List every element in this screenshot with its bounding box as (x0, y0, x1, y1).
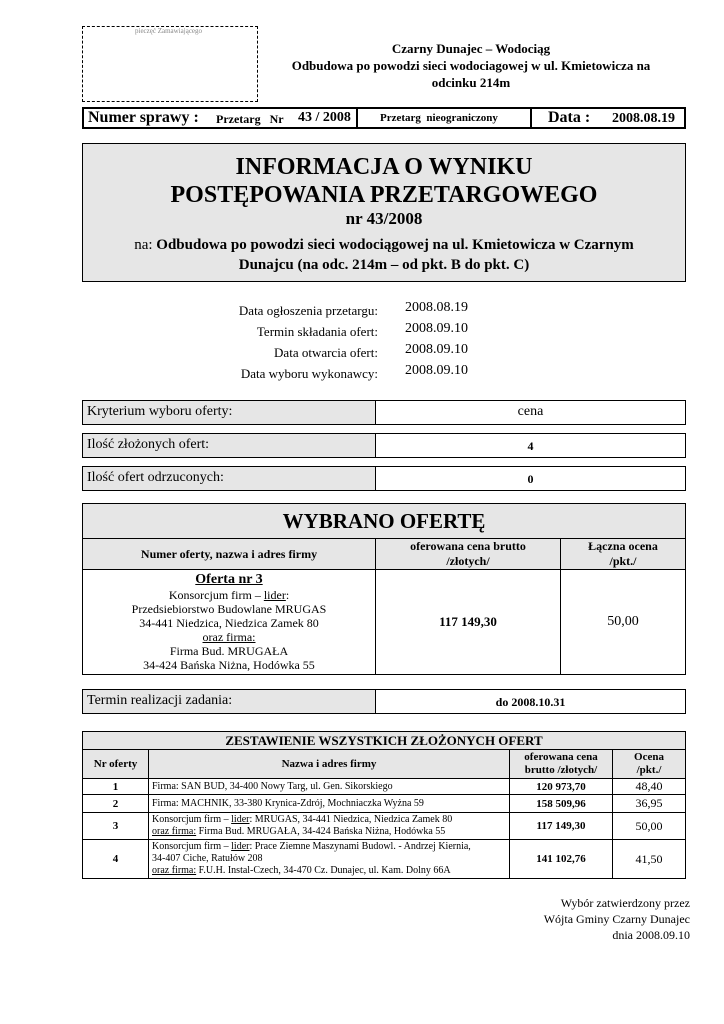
case-date: 2008.08.19 (612, 111, 675, 126)
text: : MRUGAS, 34-441 Niedzica, Niedzica Zamek 80 (249, 814, 453, 825)
case-przetarg: Przetarg Nr (216, 112, 284, 126)
title-line-2: POSTĘPOWANIA PRZETARGOWEGO (170, 182, 598, 208)
summary-col-price-1: oferowana cena (524, 751, 598, 763)
stamp-box (82, 26, 258, 102)
deadline-label: Termin realizacji zadania: (87, 693, 233, 708)
header-line-2: Odbudowa po powodzi sieci wodociagowej w ul. Kmietowicza na (291, 58, 651, 73)
row-score: 36,95 (613, 795, 686, 813)
table-row (83, 840, 686, 879)
criteria-row (82, 400, 686, 425)
selected-col-score (561, 539, 686, 570)
selected-col-price-1: oferowana cena brutto (410, 539, 526, 553)
row-score: 50,00 (613, 813, 686, 840)
title-na: na: (134, 237, 153, 253)
table-row (83, 779, 686, 795)
stamp-label: pieczęć Zamawiającego (135, 27, 203, 35)
summary-col-score (613, 750, 686, 779)
selected-col-score-1: Łączna ocena (588, 539, 658, 553)
offers-count-label: Ilość złożonych ofert: (87, 437, 210, 452)
rejected-count-label: Ilość ofert odrzuconych: (87, 470, 224, 485)
date-value: 2008.09.10 (405, 342, 468, 357)
date-value: 2008.09.10 (405, 321, 468, 336)
selected-offer-line-5: Firma Bud. MRUGAŁA (169, 644, 289, 658)
selected-heading: WYBRANO OFERTĘ (83, 504, 686, 539)
row-name-line-3 (152, 865, 509, 877)
deadline-row (82, 689, 686, 714)
table-row (83, 813, 686, 840)
selected-offer-title: Oferta nr 3 (195, 572, 263, 587)
case-type: Przetarg nieograniczony (380, 112, 498, 124)
summary-col-score-2: /pkt./ (636, 764, 662, 776)
date-label: Data wyboru wykonawcy: (240, 366, 378, 381)
row-name-line-2 (152, 826, 509, 838)
row-name-line-1 (152, 841, 509, 853)
deadline-label-cell (83, 690, 376, 713)
title-subject-2: Dunajcu (na odc. 214m – od pkt. B do pkt. C) (238, 257, 530, 273)
summary-table (82, 731, 686, 879)
case-divider-2 (530, 109, 532, 127)
row-name (149, 840, 510, 879)
title-subject-text-1: Odbudowa po powodzi sieci wodociągowej na ul. Kmietowicza w Czarnym (156, 237, 634, 253)
selected-offer-details (83, 570, 376, 675)
header-line-1: Czarny Dunajec – Wodociąg (391, 41, 551, 56)
date-label: Data ogłoszenia przetargu: (238, 303, 378, 318)
summary-col-name: Nazwa i adres firmy (149, 750, 510, 779)
rejected-count-label-cell (83, 467, 376, 490)
row-name: Firma: SAN BUD, 34-400 Nowy Targ, ul. Gen. Sikorskiego (149, 779, 510, 795)
row-price: 158 509,96 (510, 795, 613, 813)
selected-offer-line-4: oraz firma: (202, 630, 256, 644)
table-row (83, 795, 686, 813)
case-bar (82, 107, 686, 129)
row-nr: 1 (83, 779, 149, 795)
selected-offer-line-1 (83, 588, 375, 602)
approval-line-2: Wójta Gminy Czarny Dunajec (543, 912, 690, 926)
text: : Prace Ziemne Maszynami Budowl. - Andrzej Kiernia, (249, 841, 471, 852)
case-number-label: Numer sprawy : (88, 109, 199, 126)
text: F.U.H. Instal-Czech, 34-470 Cz. Dunajec, ul. Kam. Dolny 66A (196, 865, 451, 876)
selected-offer-line-6: 34-424 Bańska Niżna, Hodówka 55 (143, 658, 315, 672)
date-value: 2008.09.10 (405, 363, 468, 378)
text: Konsorcjum firm – (168, 588, 264, 602)
case-date-label: Data : (548, 109, 591, 126)
row-nr: 3 (83, 813, 149, 840)
row-price: 117 149,30 (510, 813, 613, 840)
selected-col-price-2: /złotych/ (446, 554, 490, 568)
case-number: 43 / 2008 (298, 110, 351, 125)
approval-line-3: dnia 2008.09.10 (612, 928, 690, 942)
row-price: 141 102,76 (510, 840, 613, 879)
criteria-label: Kryterium wyboru oferty: (87, 404, 233, 419)
case-divider-1 (356, 109, 358, 127)
offers-count-value: 4 (527, 439, 534, 453)
summary-heading: ZESTAWIENIE WSZYSTKICH ZŁOŻONYCH OFERT (83, 732, 686, 750)
lider-text: lider (231, 841, 250, 852)
text: Konsorcjum firm – (152, 814, 232, 825)
summary-section (82, 731, 686, 879)
document-header (262, 40, 680, 91)
summary-col-score-1: Ocena (634, 751, 664, 763)
text: : (285, 588, 290, 602)
selected-col-score-2: /pkt./ (609, 554, 637, 568)
selected-offer-line-3: 34-441 Niedzica, Niedzica Zamek 80 (139, 616, 319, 630)
row-name (149, 813, 510, 840)
row-name: Firma: MACHNIK, 33-380 Krynica-Zdrój, Mochniaczka Wyżna 59 (149, 795, 510, 813)
row-score: 41,50 (613, 840, 686, 879)
selected-col-name: Numer oferty, nazwa i adres firmy (83, 539, 376, 570)
selected-offer-table (82, 503, 686, 675)
date-label: Termin składania ofert: (256, 324, 378, 339)
title-box (82, 143, 686, 282)
criteria-value: cena (517, 404, 544, 419)
summary-col-nr: Nr oferty (83, 750, 149, 779)
row-price: 120 973,70 (510, 779, 613, 795)
criteria-label-cell (83, 401, 376, 424)
offers-count-row (82, 433, 686, 458)
row-name-line-2: 34-407 Ciche, Ratułów 208 (152, 853, 263, 864)
text: oraz firma: (152, 865, 197, 876)
approval-block (544, 895, 690, 943)
title-number: nr 43/2008 (345, 209, 423, 228)
row-score: 48,40 (613, 779, 686, 795)
selected-col-price (376, 539, 561, 570)
row-nr: 4 (83, 840, 149, 879)
row-name-line-1 (152, 814, 509, 826)
rejected-count-value: 0 (527, 472, 534, 486)
title-subject-1 (83, 237, 685, 254)
date-label: Data otwarcia ofert: (274, 345, 378, 360)
selected-offer-section (82, 503, 686, 675)
summary-col-price (510, 750, 613, 779)
approval-line-1: Wybór zatwierdzony przez (560, 896, 690, 910)
text: oraz firma: (152, 826, 197, 837)
offers-count-label-cell (83, 434, 376, 457)
title-line-1: INFORMACJA O WYNIKU (235, 154, 533, 180)
rejected-count-row (82, 466, 686, 491)
header-line-3: odcinku 214m (431, 75, 511, 90)
lider-text: lider (231, 814, 250, 825)
selected-offer-price: 117 149,30 (376, 570, 561, 675)
lider-text: lider (263, 588, 286, 602)
row-nr: 2 (83, 795, 149, 813)
text: Firma Bud. MRUGAŁA, 34-424 Bańska Niżna, Hodówka 55 (196, 826, 446, 837)
date-value: 2008.08.19 (405, 300, 468, 315)
deadline-value: do 2008.10.31 (495, 695, 566, 709)
text: Konsorcjum firm – (152, 841, 232, 852)
selected-offer-score: 50,00 (561, 570, 686, 675)
summary-col-price-2: brutto /złotych/ (524, 764, 598, 776)
selected-offer-line-2: Przedsiebiorstwo Budowlane MRUGAS (131, 602, 327, 616)
